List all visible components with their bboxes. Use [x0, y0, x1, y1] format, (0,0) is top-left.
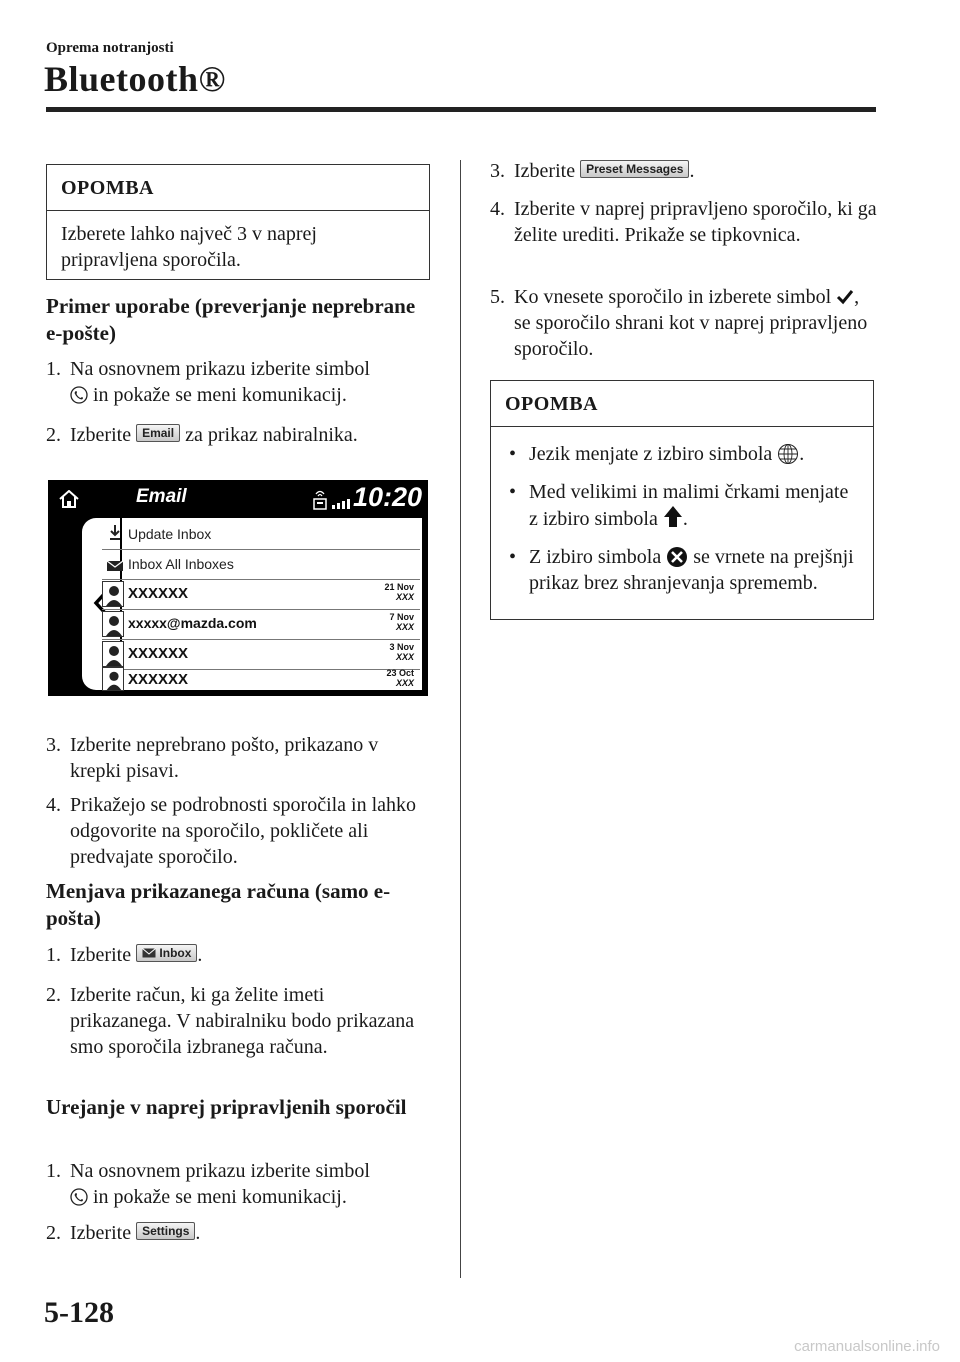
step-5	[490, 284, 880, 362]
step-number: 5.	[490, 286, 505, 308]
menu-label: Update Inbox	[128, 526, 212, 542]
menu-update-inbox[interactable]	[102, 520, 420, 550]
cancel-icon	[666, 546, 688, 568]
step-text: Izberite račun, ki ga želite imeti prikazanega. V nabiralniku bodo prikazana smo sporočila izbranega računa.	[70, 984, 415, 1058]
msg-sub: XXX	[395, 652, 414, 662]
msg-sub: XXX	[395, 678, 414, 688]
note-label: OPOMBA	[47, 165, 429, 211]
sender: xxxxx@mazda.com	[128, 615, 257, 631]
step-text: Izberite v naprej pripravljeno sporočilo, ki ga želite urediti. Prikaže se tipkovnica.	[514, 198, 877, 246]
screen-time: 10:20	[352, 482, 422, 512]
menu-inbox-all[interactable]	[102, 550, 420, 580]
page-number: 5-128	[44, 1296, 114, 1329]
menu-label: Inbox All Inboxes	[128, 556, 234, 572]
msg-date: 21 Nov	[384, 582, 414, 592]
note-box-1	[46, 164, 430, 280]
note-text: Izberete lahko največ 3 v naprej pripravljena sporočila.	[61, 223, 317, 271]
step-text: Izberite	[70, 944, 132, 966]
step-text-post: , se sporočilo shrani kot v naprej pripravljeno sporočilo.	[514, 286, 868, 360]
step-number: 3.	[490, 160, 505, 182]
home-icon	[58, 490, 80, 508]
bullet-text-post: se vrnete na prejšnji prikaz brez shranjevanja sprememb.	[529, 546, 854, 594]
step-2	[46, 422, 430, 448]
msg-sub: XXX	[395, 622, 414, 632]
envelope-icon	[142, 948, 156, 958]
step-text: Ko vnesete sporočilo in izberete simbol	[514, 286, 832, 308]
heading-check-email: Primer uporabe (preverjanje neprebrane e-pošte)	[46, 294, 416, 345]
step-number: 1.	[46, 944, 61, 966]
step-text: Na osnovnem prikazu izberite simbol	[70, 1160, 370, 1182]
msg-date: 23 Oct	[386, 668, 414, 678]
chapter-title: Bluetooth®	[44, 59, 226, 99]
step-number: 2.	[46, 1222, 61, 1244]
bullet: •	[509, 481, 517, 503]
email-button-ref: Email	[136, 424, 180, 442]
step-number: 2.	[46, 984, 61, 1006]
step-3: 3. Izberite Preset Messages .	[490, 160, 695, 182]
column-divider	[460, 160, 461, 1278]
communication-icon	[70, 1188, 88, 1206]
bullet-text: Jezik menjate z izbiro simbola	[529, 443, 773, 465]
bullet-text: Z izbiro simbola	[529, 546, 662, 568]
step-2: 2. Izberite Settings .	[46, 1222, 201, 1244]
message-row[interactable]	[102, 666, 420, 692]
message-row[interactable]	[102, 580, 420, 610]
communication-icon	[70, 386, 88, 404]
section-label: Oprema notranjosti	[46, 40, 174, 56]
step-text: Izberite	[70, 424, 132, 446]
step-4	[490, 196, 880, 248]
bullet-case: • Med velikimi in malimi črkami menjate z izbiro simbola .	[509, 481, 849, 530]
step-text-post: za prikaz nabiralnika.	[185, 424, 358, 446]
step-4	[46, 792, 430, 870]
preset-messages-button-ref: Preset Messages	[580, 160, 689, 178]
email-screen	[48, 480, 428, 696]
checkmark-icon	[836, 288, 854, 306]
sender: XXXXXX	[128, 671, 189, 688]
watermark: carmanualsonline.info	[794, 1338, 940, 1355]
step-number: 1.	[46, 1160, 61, 1182]
step-text-cont: in pokaže se meni komunikacij.	[93, 1186, 347, 1208]
message-row[interactable]	[102, 610, 420, 640]
step-text-cont: in pokaže se meni komunikacij.	[93, 384, 347, 406]
globe-icon	[777, 443, 799, 465]
msg-date: 7 Nov	[389, 612, 414, 622]
settings-button-ref: Settings	[136, 1222, 195, 1240]
step-3	[46, 732, 430, 784]
note-box-2	[490, 380, 874, 620]
step-text: Izberite	[514, 160, 576, 182]
envelope-icon	[106, 560, 124, 572]
shift-arrow-icon	[663, 505, 683, 529]
bullet: •	[509, 546, 517, 568]
person-icon	[102, 667, 124, 691]
inbox-label: Inbox	[159, 946, 192, 960]
screen-title: Email	[136, 486, 187, 507]
step-number: 2.	[46, 424, 61, 446]
person-icon	[102, 641, 124, 667]
step-text: Izberite	[70, 1222, 132, 1244]
inbox-button-ref	[136, 944, 197, 962]
sender: XXXXXX	[128, 585, 189, 602]
bullet-cancel	[505, 544, 859, 596]
status-icons	[310, 486, 358, 512]
step-text: Na osnovnem prikazu izberite simbol	[70, 358, 370, 380]
header-rule	[46, 107, 876, 112]
person-icon	[102, 581, 124, 607]
sender: XXXXXX	[128, 645, 189, 662]
step-text: Prikažejo se podrobnosti sporočila in lahko odgovorite na sporočilo, pokličete ali predvajate sporočilo.	[70, 794, 417, 868]
person-icon	[102, 611, 124, 637]
step-1	[46, 1158, 430, 1210]
step-1: 1. Izberite Inbox .	[46, 944, 203, 966]
bullet-language: • Jezik menjate z izbiro simbola .	[509, 443, 805, 465]
heading-edit-preset: Urejanje v naprej pripravljenih sporočil	[46, 1095, 407, 1119]
step-number: 3.	[46, 734, 61, 756]
note-label: OPOMBA	[491, 381, 873, 427]
step-1	[46, 356, 430, 408]
step-number: 1.	[46, 358, 61, 380]
step-number: 4.	[46, 794, 61, 816]
download-icon	[108, 524, 122, 542]
bullet-text: Med velikimi in malimi črkami menjate z izbiro simbola	[529, 481, 849, 530]
step-text: Izberite neprebrano pošto, prikazano v krepki pisavi.	[70, 734, 379, 782]
msg-date: 3 Nov	[389, 642, 414, 652]
bullet: •	[509, 443, 517, 465]
step-number: 4.	[490, 198, 505, 220]
step-2	[46, 982, 430, 1060]
msg-sub: XXX	[395, 592, 414, 602]
heading-switch-account: Menjava prikazanega računa (samo e-pošta)	[46, 879, 391, 930]
